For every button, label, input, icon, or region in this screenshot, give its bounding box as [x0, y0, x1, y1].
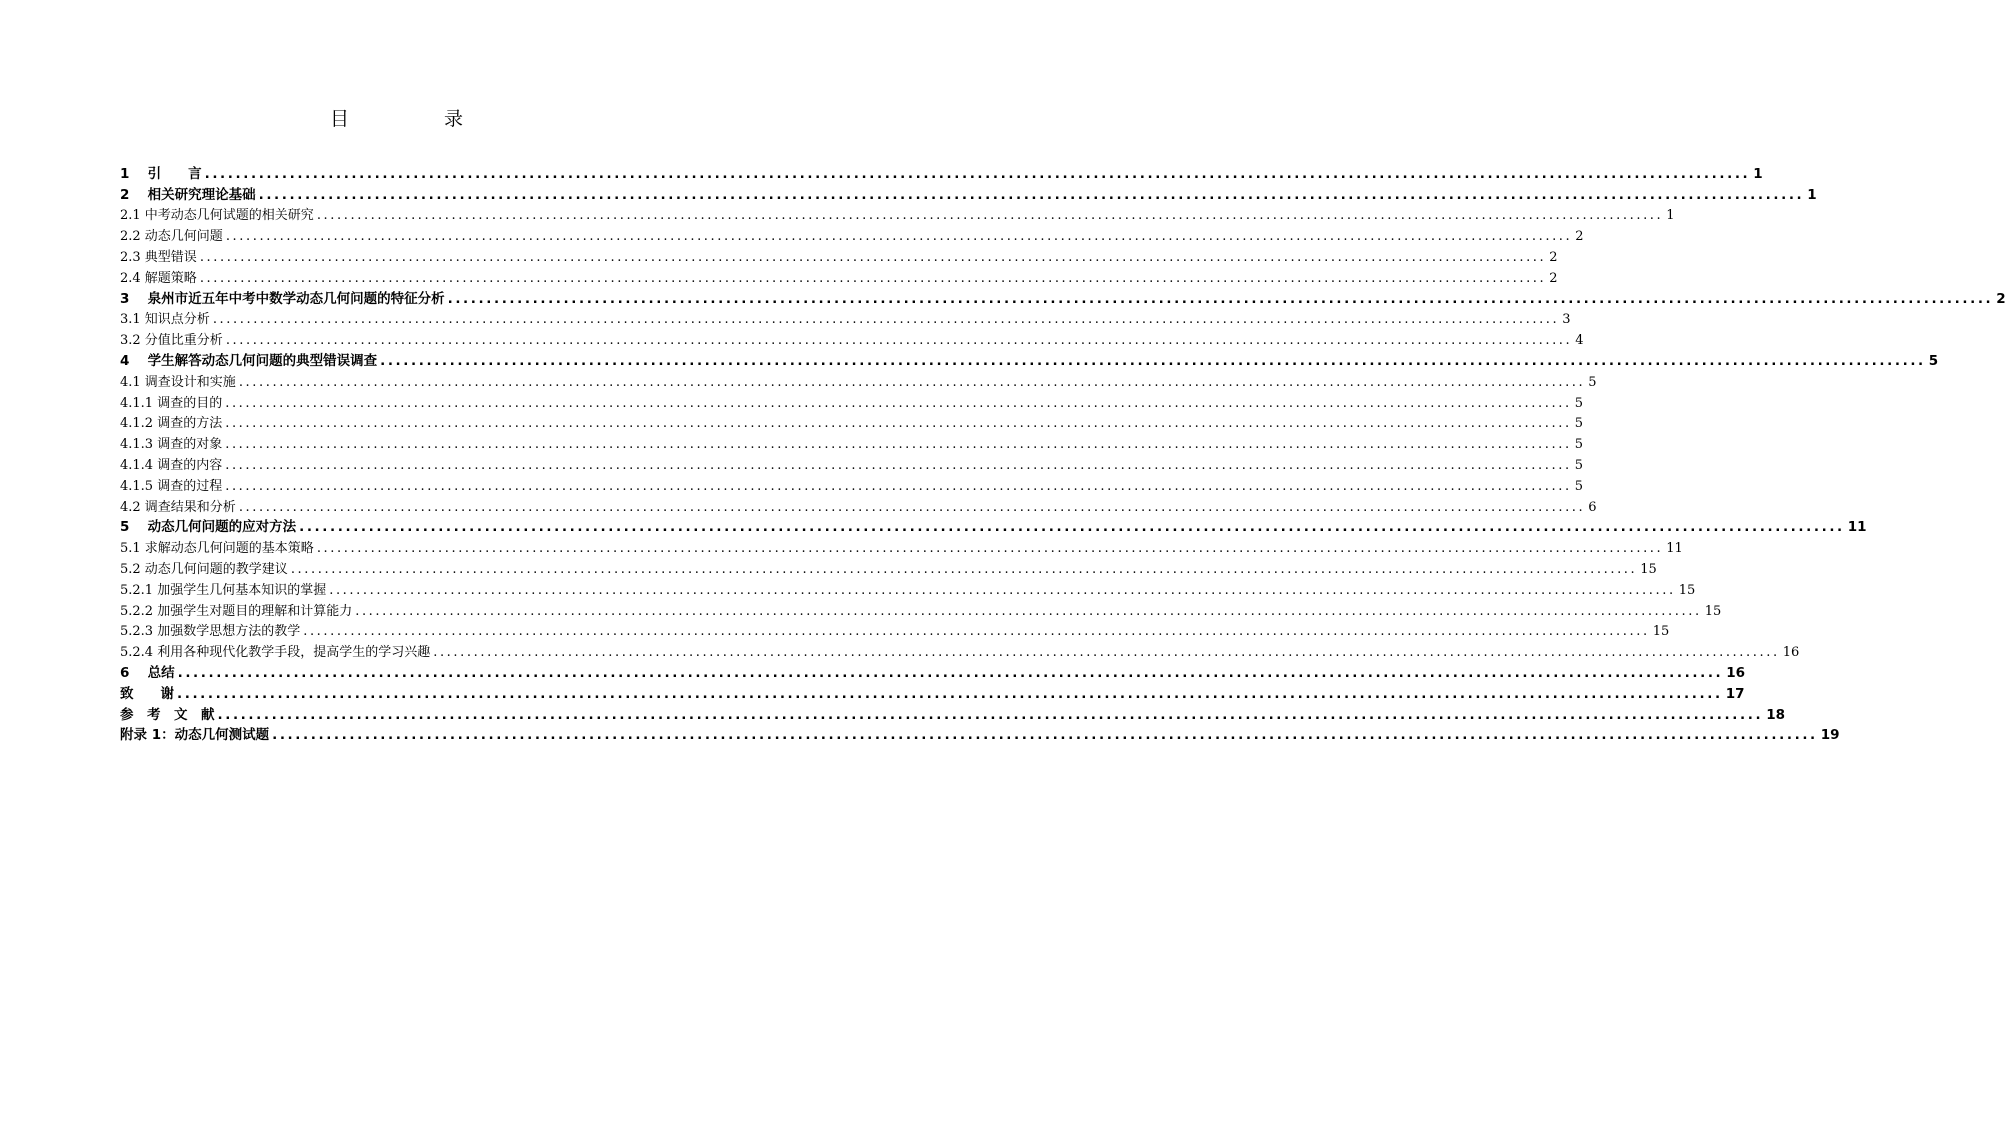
toc-dot-leader: ........................................................................................................................................................................................................ [272, 727, 1818, 744]
toc-entry-page: 17 [1725, 685, 1745, 702]
toc-dot-leader: ........................................................................................................................................................................................................ [217, 706, 1764, 723]
toc-dot-leader: ........................................................................................................................................................................................................ [225, 395, 1572, 411]
toc-entry[interactable] [120, 723, 1840, 744]
toc-entry-label: 4.1.2 调查的方法 [120, 416, 223, 432]
toc-entry-label: 3.1 知识点分析 [120, 312, 210, 328]
toc-entry-page: 1 [1807, 186, 1817, 203]
toc-entry[interactable] [120, 286, 2006, 307]
toc-entry-page: 16 [1782, 645, 1800, 661]
toc-entry[interactable] [120, 203, 1675, 224]
toc-entry-page: 5 [1574, 457, 1583, 473]
toc-entry-page: 2 [1549, 249, 1558, 265]
toc-entry-page: 11 [1847, 519, 1867, 536]
toc-dot-leader: ........................................................................................................................................................................................................ [316, 208, 1664, 224]
toc-dot-leader: ........................................................................................................................................................................................................ [199, 270, 1547, 286]
toc-entry[interactable] [120, 223, 1584, 245]
toc-entry-page: 2 [1996, 290, 2006, 307]
toc-dot-leader: ........................................................................................................................................................................................................ [316, 541, 1664, 557]
toc-entry[interactable] [120, 577, 1696, 598]
toc-entry[interactable] [120, 681, 1745, 702]
toc-entry-label: 4.1.5 调查的过程 [120, 478, 223, 494]
toc-entry-label: 附录 1：动态几何测试题 [120, 727, 270, 744]
toc-dot-leader: ........................................................................................................................................................................................................ [199, 249, 1547, 265]
toc-entry[interactable] [120, 327, 1584, 349]
page-title: 目 录 [329, 108, 501, 130]
toc-entry-label: 2.1 中考动态几何试题的相关研究 [120, 208, 314, 224]
toc-entry-page: 18 [1766, 706, 1785, 723]
toc-entry-label: 1 引 言 [120, 165, 202, 182]
toc-entry-label: 4.1.4 调查的内容 [120, 457, 223, 473]
toc-dot-leader: ........................................................................................................................................................................................................ [303, 624, 1650, 640]
toc-entry-label: 5.2.1 加强学生几何基本知识的掌握 [120, 582, 327, 598]
toc-dot-leader: ........................................................................................................................................................................................................ [177, 664, 1724, 681]
toc-entry-page: 5 [1574, 395, 1583, 411]
toc-entry-page: 5 [1574, 416, 1583, 432]
toc-dot-leader: ........................................................................................................................................................................................................ [225, 457, 1572, 473]
toc-entry-page: 16 [1726, 664, 1746, 681]
toc-entry[interactable] [120, 307, 1571, 328]
toc-dot-leader: ........................................................................................................................................................................................................ [329, 582, 1676, 598]
toc-entry[interactable] [120, 182, 1817, 203]
toc-entry-label: 2.3 典型错误 [120, 249, 197, 265]
toc-dot-leader: ........................................................................................................................................................................................................ [238, 374, 1586, 390]
toc-entry-label: 2 相关研究理论基础 [120, 186, 256, 203]
toc-entry[interactable] [120, 390, 1583, 411]
toc-entry-label: 致 谢 [120, 685, 174, 702]
table-of-contents [120, 161, 2006, 744]
toc-entry[interactable] [120, 515, 1867, 536]
toc-entry-page: 11 [1666, 541, 1683, 557]
toc-entry-label: 2.2 动态几何问题 [120, 229, 223, 245]
toc-dot-leader: ........................................................................................................................................................................................................ [225, 333, 1573, 349]
toc-entry-page: 19 [1820, 727, 1840, 744]
toc-entry-page: 5 [1574, 478, 1583, 494]
toc-dot-leader: ........................................................................................................................................................................................................ [433, 645, 1780, 661]
toc-entry[interactable] [120, 369, 1597, 390]
toc-entry[interactable] [120, 660, 1746, 681]
toc-entry[interactable] [120, 244, 1558, 265]
toc-dot-leader: ........................................................................................................................................................................................................ [212, 312, 1560, 328]
toc-entry-label: 5.2 动态几何问题的教学建议 [120, 561, 288, 577]
toc-entry-label: 5.2.2 加强学生对题目的理解和计算能力 [120, 603, 353, 619]
toc-entry[interactable] [120, 494, 1597, 515]
toc-entry-page: 1 [1753, 165, 1763, 182]
toc-entry[interactable] [120, 265, 1558, 286]
toc-entry[interactable] [120, 598, 1722, 619]
toc-dot-leader: ........................................................................................................................................................................................................ [258, 186, 1805, 203]
toc-entry-page: 3 [1562, 312, 1571, 328]
toc-entry-label: 5 动态几何问题的应对方法 [120, 519, 297, 536]
toc-entry-label: 4 学生解答动态几何问题的典型错误调查 [120, 352, 378, 369]
toc-entry-label: 2.4 解题策略 [120, 270, 197, 286]
toc-entry-label: 4.2 调查结果和分析 [120, 499, 236, 515]
toc-entry-label: 4.1.1 调查的目的 [120, 395, 223, 411]
toc-entry-label: 3 泉州市近五年中考中数学动态几何问题的特征分析 [120, 290, 445, 307]
toc-entry[interactable] [120, 556, 1657, 577]
toc-dot-leader: ........................................................................................................................................................................................................ [290, 561, 1638, 577]
toc-entry-page: 15 [1704, 603, 1722, 619]
toc-dot-leader: ........................................................................................................................................................................................................ [380, 352, 1926, 369]
toc-entry[interactable] [120, 535, 1683, 557]
toc-dot-leader: ........................................................................................................................................................................................................ [355, 603, 1702, 619]
toc-dot-leader: ........................................................................................................................................................................................................ [225, 229, 1573, 245]
toc-entry-label: 5.2.3 加强数学思想方法的教学 [120, 624, 301, 640]
toc-entry-page: 2 [1575, 229, 1584, 245]
toc-entry[interactable] [120, 702, 1785, 723]
toc-entry[interactable] [120, 161, 1763, 182]
toc-entry-page: 4 [1575, 333, 1584, 349]
toc-entry-label: 参 考 文 献 [120, 706, 215, 723]
toc-dot-leader: ........................................................................................................................................................................................................ [447, 290, 1994, 307]
toc-entry[interactable] [120, 411, 1583, 432]
toc-entry[interactable] [120, 431, 1583, 453]
toc-entry-page: 1 [1666, 208, 1675, 224]
toc-entry-page: 5 [1574, 437, 1583, 453]
toc-dot-leader: ........................................................................................................................................................................................................ [225, 416, 1572, 432]
toc-dot-leader: ........................................................................................................................................................................................................ [204, 165, 1751, 182]
toc-entry-label: 4.1.3 调查的对象 [120, 437, 223, 453]
toc-dot-leader: ........................................................................................................................................................................................................ [225, 478, 1572, 494]
toc-entry[interactable] [120, 473, 1583, 494]
toc-entry-label: 5.2.4 利用各种现代化教学手段，提高学生的学习兴趣 [120, 645, 431, 661]
toc-entry-label: 5.1 求解动态几何问题的基本策略 [120, 541, 314, 557]
toc-dot-leader: ........................................................................................................................................................................................................ [177, 685, 1723, 702]
toc-dot-leader: ........................................................................................................................................................................................................ [299, 519, 1845, 536]
toc-entry-page: 15 [1652, 624, 1670, 640]
toc-entry-page: 5 [1928, 352, 1939, 369]
toc-entry-page: 15 [1640, 561, 1657, 577]
toc-entry-page: 5 [1588, 374, 1597, 390]
toc-entry-label: 3.2 分值比重分析 [120, 333, 223, 349]
toc-entry[interactable] [120, 639, 1800, 661]
toc-entry-label: 6 总结 [120, 664, 175, 681]
toc-entry-page: 15 [1678, 582, 1696, 598]
toc-entry[interactable] [120, 348, 1939, 369]
toc-dot-leader: ........................................................................................................................................................................................................ [238, 499, 1586, 515]
toc-entry[interactable] [120, 619, 1670, 640]
toc-entry[interactable] [120, 452, 1583, 473]
toc-entry-page: 6 [1588, 499, 1597, 515]
toc-entry-page: 2 [1549, 270, 1558, 286]
toc-dot-leader: ........................................................................................................................................................................................................ [225, 437, 1572, 453]
toc-entry-label: 4.1 调查设计和实施 [120, 374, 236, 390]
